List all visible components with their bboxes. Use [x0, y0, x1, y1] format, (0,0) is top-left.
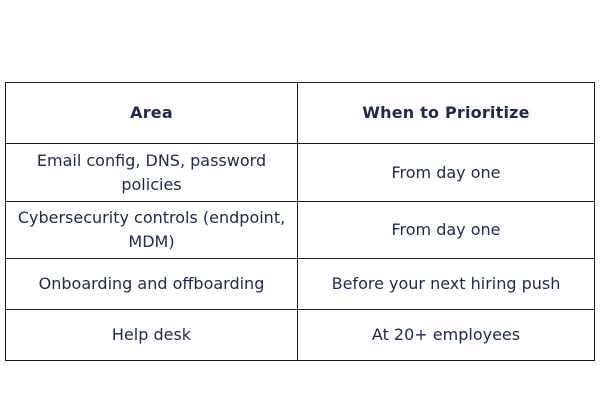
cell-when: From day one [298, 202, 595, 259]
table-row [6, 144, 595, 202]
header-when-to-prioritize: When to Prioritize [298, 83, 595, 144]
header-area: Area [6, 83, 298, 144]
cell-area: Cybersecurity controls (endpoint, MDM) [6, 202, 298, 259]
table-row [6, 202, 595, 259]
table-row [6, 259, 595, 310]
table-row [6, 310, 595, 361]
cell-area: Help desk [6, 310, 298, 361]
cell-when: At 20+ employees [298, 310, 595, 361]
table-header-row [6, 83, 595, 144]
cell-area: Onboarding and offboarding [6, 259, 298, 310]
priority-table [5, 82, 595, 361]
cell-area: Email config, DNS, password policies [6, 144, 298, 202]
cell-when: Before your next hiring push [298, 259, 595, 310]
cell-when: From day one [298, 144, 595, 202]
